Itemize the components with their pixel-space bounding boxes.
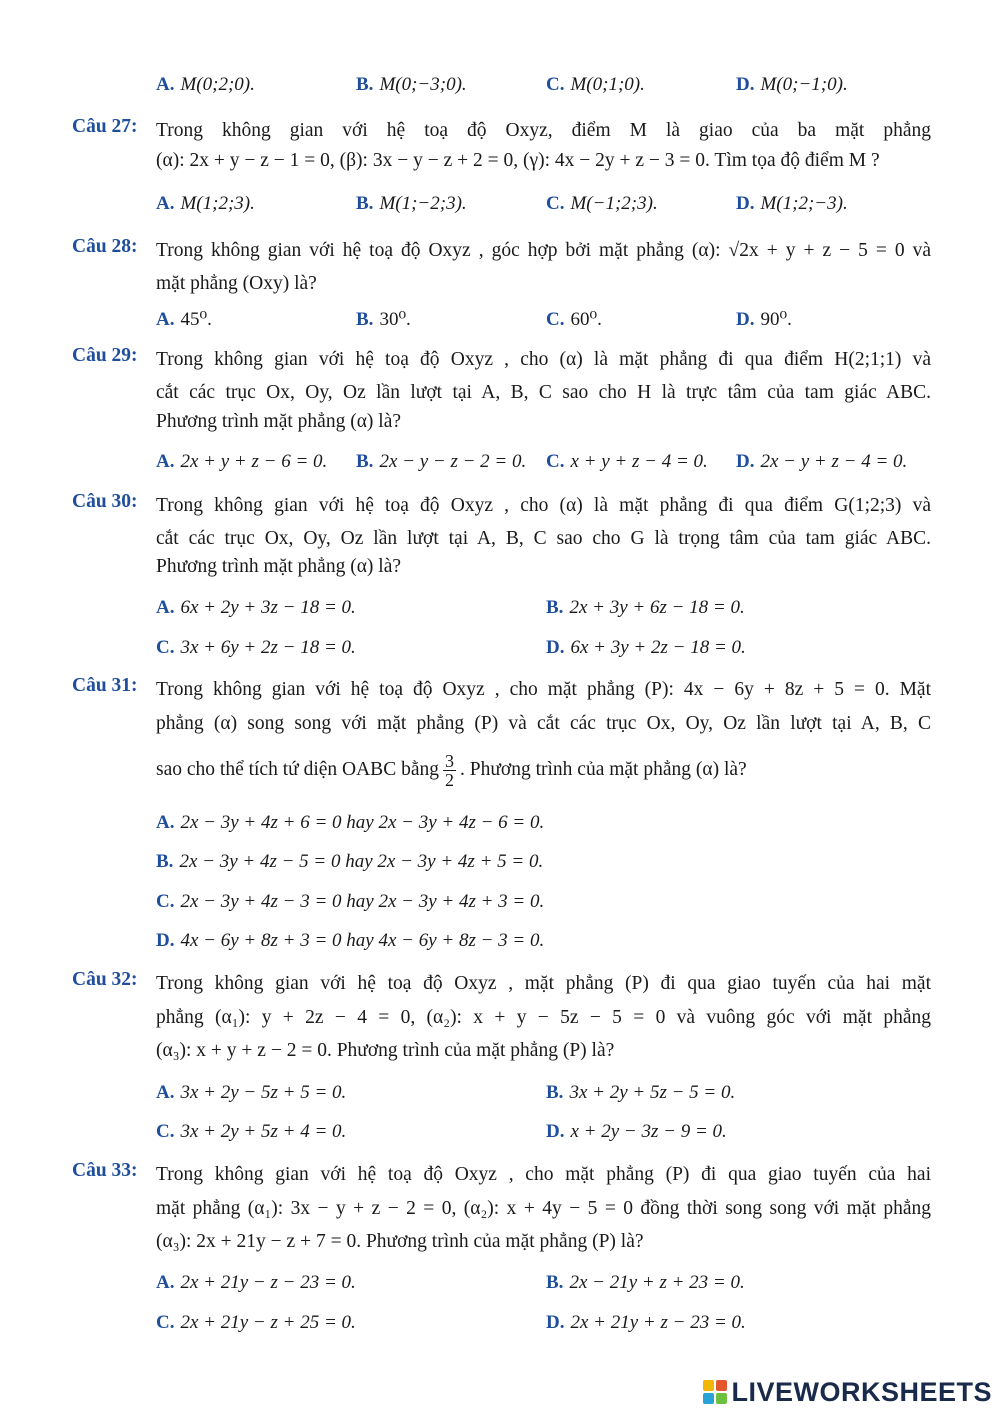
option-b[interactable] xyxy=(356,308,411,331)
question-text-line: Trong không gian với hệ toạ độ Oxyz , cho mặt phẳng (P): 4x − 6y + 8z + 5 = 0. Mặt xyxy=(156,679,931,700)
option-label: B. xyxy=(356,309,374,330)
option-text: 6x + 3y + 2z − 18 = 0. xyxy=(570,637,746,658)
option-text: x + 2y − 3z − 9 = 0. xyxy=(570,1121,727,1142)
option-label: D. xyxy=(546,637,565,658)
question-text: sao cho thể tích tứ diện OABC bằng xyxy=(156,759,439,780)
options-q32-row2 xyxy=(0,1121,1000,1151)
option-text: M(0;−3;0). xyxy=(379,74,467,95)
option-a[interactable] xyxy=(156,1082,346,1104)
fraction-numerator: 3 xyxy=(444,750,454,771)
option-c[interactable] xyxy=(156,637,356,659)
question-text-line: Trong không gian với hệ toạ độ Oxyz , góc hợp bởi mặt phẳng (α): √2x + y + z − 5 = 0 và xyxy=(156,240,931,261)
option-label: A. xyxy=(156,451,175,472)
option-text: 2x − 3y + 4z − 3 = 0 hay 2x − 3y + 4z + 3 = 0. xyxy=(180,891,545,912)
option-label: C. xyxy=(546,193,565,214)
option-text: 2x + 21y − z − 23 = 0. xyxy=(180,1272,356,1293)
option-text: x + y + z − 4 = 0. xyxy=(570,451,708,472)
fraction-denominator: 2 xyxy=(444,769,454,790)
question-text-line: mặt phẳng (α₁): 3x − y + z − 2 = 0, (α₂): x + 4y − 5 = 0 đồng thời song song với mặt phẳng xyxy=(156,1198,931,1219)
option-text: M(1;2;−3). xyxy=(760,193,848,214)
option-b[interactable] xyxy=(546,1272,745,1294)
option-b[interactable] xyxy=(156,851,543,873)
question-label: Câu 32: xyxy=(72,969,138,990)
option-text: 2x + 21y − z + 25 = 0. xyxy=(180,1312,356,1333)
option-d[interactable] xyxy=(156,930,544,952)
option-text: 2x + y + z − 6 = 0. xyxy=(180,451,328,472)
option-label: B. xyxy=(546,1082,564,1103)
option-c[interactable] xyxy=(156,891,544,913)
option-text: 45⁰. xyxy=(180,309,212,330)
option-text: 2x − y + z − 4 = 0. xyxy=(760,451,908,472)
option-d[interactable] xyxy=(736,308,792,331)
question-33 xyxy=(72,1160,932,1256)
option-a[interactable] xyxy=(156,812,544,834)
option-a[interactable] xyxy=(156,308,212,331)
question-text-line: Trong không gian với hệ toạ độ Oxyz, điểm M là giao của ba mặt phẳng xyxy=(156,120,931,141)
option-label: C. xyxy=(546,451,565,472)
question-text-line: phẳng (α₁): y + 2z − 4 = 0, (α₂): x + y − 5z − 5 = 0 và vuông góc với mặt phẳng xyxy=(156,1007,931,1028)
question-text-line: Trong không gian với hệ toạ độ Oxyz , cho (α) là mặt phẳng đi qua điểm H(2;1;1) và xyxy=(156,349,931,370)
option-label: D. xyxy=(736,451,755,472)
option-text: 3x + 2y − 5z + 5 = 0. xyxy=(180,1082,347,1103)
option-label: B. xyxy=(546,1272,564,1293)
option-text: M(0;2;0). xyxy=(180,74,255,95)
question-label: Câu 28: xyxy=(72,236,138,257)
option-label: B. xyxy=(356,74,374,95)
option-text: M(0;1;0). xyxy=(570,74,645,95)
options-q27 xyxy=(0,193,1000,223)
option-c[interactable] xyxy=(156,1312,356,1334)
option-c[interactable] xyxy=(546,74,645,96)
question-29 xyxy=(72,345,932,437)
option-label: C. xyxy=(156,637,175,658)
option-text: M(1;2;3). xyxy=(180,193,255,214)
question-text-line: (α₃): 2x + 21y − z + 7 = 0. Phương trình của mặt phẳng (P) là? xyxy=(156,1231,644,1252)
question-label: Câu 30: xyxy=(72,491,138,512)
option-d[interactable] xyxy=(736,74,848,96)
question-28 xyxy=(72,236,932,296)
options-q31-a xyxy=(0,812,1000,842)
option-text: 4x − 6y + 8z + 3 = 0 hay 4x − 6y + 8z − 3 = 0. xyxy=(180,930,545,951)
option-d[interactable] xyxy=(736,451,907,473)
option-label: A. xyxy=(156,812,175,833)
option-label: D. xyxy=(546,1312,565,1333)
options-q31-b xyxy=(0,851,1000,881)
question-text-line: cắt các trục Ox, Oy, Oz lần lượt tại A, B, C sao cho H là trực tâm của tam giác ABC. xyxy=(156,382,931,403)
liveworksheets-logo[interactable] xyxy=(703,1377,992,1407)
question-27 xyxy=(72,116,932,176)
option-label: C. xyxy=(156,1121,175,1142)
option-a[interactable] xyxy=(156,1272,356,1294)
option-b[interactable] xyxy=(356,193,467,215)
option-b[interactable] xyxy=(546,597,745,619)
option-label: D. xyxy=(736,193,755,214)
options-q32-row1 xyxy=(0,1082,1000,1112)
option-text: 2x + 21y + z − 23 = 0. xyxy=(570,1312,746,1333)
option-text: M(−1;2;3). xyxy=(570,193,658,214)
question-text-line: Trong không gian với hệ toạ độ Oxyz , mặt phẳng (P) đi qua giao tuyến của hai mặt xyxy=(156,973,931,994)
option-b[interactable] xyxy=(356,451,526,473)
option-text: 2x − 21y + z + 23 = 0. xyxy=(569,1272,745,1293)
options-q30-row2 xyxy=(0,637,1000,667)
option-label: C. xyxy=(546,74,565,95)
question-text: . Phương trình của mặt phẳng (α) là? xyxy=(459,759,747,780)
question-32 xyxy=(72,969,932,1065)
question-text-line: phẳng (α) song song với mặt phẳng (P) và cắt các trục Ox, Oy, Oz lần lượt tại A, B, C xyxy=(156,713,931,734)
option-label: D. xyxy=(156,930,175,951)
option-c[interactable] xyxy=(546,308,602,331)
option-text: 60⁰. xyxy=(570,309,602,330)
options-q30-row1 xyxy=(0,597,1000,627)
option-text: 6x + 2y + 3z − 18 = 0. xyxy=(180,597,356,618)
option-a[interactable] xyxy=(156,193,255,215)
option-b[interactable] xyxy=(546,1082,735,1104)
option-text: 2x + 3y + 6z − 18 = 0. xyxy=(569,597,745,618)
options-q31-d xyxy=(0,930,1000,960)
option-label: A. xyxy=(156,74,175,95)
option-label: C. xyxy=(156,891,175,912)
option-d[interactable] xyxy=(546,1312,746,1334)
option-text: 3x + 6y + 2z − 18 = 0. xyxy=(180,637,356,658)
option-text: 2x − 3y + 4z − 5 = 0 hay 2x − 3y + 4z + 5 = 0. xyxy=(179,851,544,872)
brand-name: LIVEWORKSHEETS xyxy=(731,1376,992,1407)
option-label: A. xyxy=(156,1082,175,1103)
option-label: A. xyxy=(156,309,175,330)
question-text-line: (α₃): x + y + z − 2 = 0. Phương trình của mặt phẳng (P) là? xyxy=(156,1040,615,1061)
option-text: 90⁰. xyxy=(760,309,792,330)
option-text: M(0;−1;0). xyxy=(760,74,848,95)
option-a[interactable] xyxy=(156,74,255,96)
option-text: 2x − y − z − 2 = 0. xyxy=(379,451,527,472)
option-label: D. xyxy=(546,1121,565,1142)
question-text-line: mặt phẳng (Oxy) là? xyxy=(156,273,317,294)
option-b[interactable] xyxy=(356,74,467,96)
option-text: 30⁰. xyxy=(379,309,411,330)
option-c[interactable] xyxy=(546,451,708,473)
options-q28 xyxy=(0,308,1000,338)
options-q31-c xyxy=(0,891,1000,921)
question-text-line: Phương trình mặt phẳng (α) là? xyxy=(156,411,402,432)
option-label: A. xyxy=(156,193,175,214)
question-text-line xyxy=(156,745,931,795)
option-a[interactable] xyxy=(156,451,327,473)
question-text-line: Trong không gian với hệ toạ độ Oxyz , cho (α) là mặt phẳng đi qua điểm G(1;2;3) và xyxy=(156,495,931,516)
options-q26 xyxy=(0,74,1000,104)
option-text: M(1;−2;3). xyxy=(379,193,467,214)
option-label: B. xyxy=(356,193,374,214)
option-text: 3x + 2y + 5z − 5 = 0. xyxy=(569,1082,736,1103)
options-q33-row2 xyxy=(0,1312,1000,1342)
option-label: B. xyxy=(546,597,564,618)
option-label: A. xyxy=(156,1272,175,1293)
question-label: Câu 33: xyxy=(72,1160,138,1181)
option-d[interactable] xyxy=(736,193,848,215)
option-label: B. xyxy=(156,851,174,872)
question-text-line: Trong không gian với hệ toạ độ Oxyz , cho mặt phẳng (P) đi qua giao tuyến của hai xyxy=(156,1164,931,1185)
option-text: 2x − 3y + 4z + 6 = 0 hay 2x − 3y + 4z − 6 = 0. xyxy=(180,812,545,833)
question-label: Câu 29: xyxy=(72,345,138,366)
option-d[interactable] xyxy=(546,1121,727,1143)
option-label: C. xyxy=(546,309,565,330)
option-label: A. xyxy=(156,597,175,618)
liveworksheets-logo-icon xyxy=(703,1380,727,1404)
option-c[interactable] xyxy=(156,1121,346,1143)
fraction xyxy=(443,752,456,789)
question-text-line: cắt các trục Ox, Oy, Oz lần lượt tại A, B, C sao cho G là trọng tâm của tam giác ABC. xyxy=(156,528,931,549)
question-31 xyxy=(72,675,932,800)
question-label: Câu 27: xyxy=(72,116,138,137)
question-label: Câu 31: xyxy=(72,675,138,696)
option-label: D. xyxy=(736,309,755,330)
option-label: B. xyxy=(356,451,374,472)
options-q29 xyxy=(0,451,1000,481)
question-30 xyxy=(72,491,932,583)
question-text-line: (α): 2x + y − z − 1 = 0, (β): 3x − y − z + 2 = 0, (γ): 4x − 2y + z − 3 = 0. Tìm tọa độ điểm M ? xyxy=(156,150,880,171)
option-label: C. xyxy=(156,1312,175,1333)
option-label: D. xyxy=(736,74,755,95)
option-text: 3x + 2y + 5z + 4 = 0. xyxy=(180,1121,347,1142)
option-a[interactable] xyxy=(156,597,356,619)
options-q33-row1 xyxy=(0,1272,1000,1302)
question-text-line: Phương trình mặt phẳng (α) là? xyxy=(156,556,402,577)
option-d[interactable] xyxy=(546,637,746,659)
option-c[interactable] xyxy=(546,193,658,215)
